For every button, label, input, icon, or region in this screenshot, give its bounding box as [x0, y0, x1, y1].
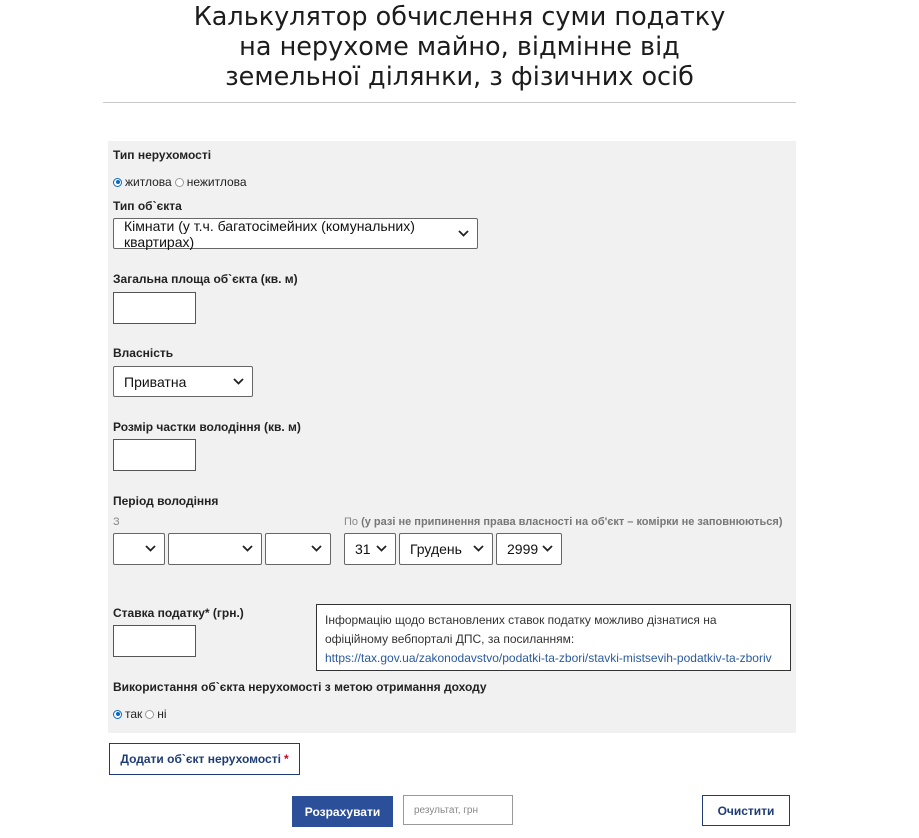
income-use-radio-group [113, 707, 170, 721]
radio-yes-control[interactable] [113, 710, 122, 719]
radio-no[interactable]: ні [145, 707, 166, 721]
property-type-label: Тип нерухомості [113, 148, 212, 162]
add-object-button[interactable]: Додати об`єкт нерухомості * [109, 743, 300, 775]
object-type-label: Тип об`єкта [113, 199, 182, 213]
from-month-select[interactable] [168, 533, 262, 565]
radio-no-control[interactable] [145, 710, 154, 719]
radio-yes[interactable]: так [113, 707, 142, 721]
tax-rate-label: Ставка податку* (грн.) [113, 606, 244, 620]
total-area-label: Загальна площа об`єкта (кв. м) [113, 272, 298, 286]
property-type-radio-group [113, 175, 250, 189]
period-from-label: З [113, 516, 120, 528]
radio-residential[interactable]: житлова [113, 175, 172, 189]
to-year-select[interactable]: 2999 [496, 533, 562, 565]
chevron-down-icon [542, 545, 553, 552]
chevron-down-icon [376, 545, 387, 552]
tax-rate-info-box: Інформацію щодо встановлених ставок податку можливо дізнатися на офіційному вебпорталі ДПС, за посиланням: https://tax.gov.ua/zakonodavstvo/podatki-ta-zbori/stavki-mistsevih-podatkiv-ta-zboriv [316, 604, 791, 671]
calculate-button[interactable]: Розрахувати [292, 796, 393, 827]
chevron-down-icon [145, 545, 156, 552]
chevron-down-icon [233, 378, 244, 385]
to-month-select[interactable]: Грудень [399, 533, 493, 565]
share-size-input[interactable] [113, 439, 196, 471]
from-day-select[interactable] [113, 533, 165, 565]
object-type-select[interactable]: Кімнати (у т.ч. багатосімейних (комунальних) квартирах) [113, 218, 478, 249]
clear-button[interactable]: Очистити [702, 795, 790, 826]
from-year-select[interactable] [265, 533, 331, 565]
ownership-label: Власність [113, 346, 174, 360]
income-use-label: Використання об`єкта нерухомості з метою отримання доходу [113, 680, 487, 694]
title-divider [103, 102, 796, 103]
total-area-input[interactable] [113, 292, 196, 324]
share-size-label: Розмір частки володіння (кв. м) [113, 420, 301, 434]
radio-nonresidential-control[interactable] [175, 178, 184, 187]
period-label: Період володіння [113, 494, 219, 508]
period-to-label: По (у разі не припинення права власності на об'єкт – комірки не заповнюються) [344, 516, 783, 528]
radio-residential-control[interactable] [113, 178, 122, 187]
tax-rates-link[interactable]: https://tax.gov.ua/zakonodavstvo/podatki-ta-zbori/stavki-mistsevih-podatkiv-ta-zboriv [325, 651, 772, 665]
chevron-down-icon [458, 230, 469, 237]
chevron-down-icon [242, 545, 253, 552]
chevron-down-icon [311, 545, 322, 552]
page-title: Калькулятор обчислення суми податку на нерухоме майно, відмінне від земельної ділянки, з фізичних осіб [193, 2, 726, 92]
chevron-down-icon [473, 545, 484, 552]
result-field[interactable]: результат, грн [403, 795, 513, 825]
ownership-select[interactable]: Приватна [113, 366, 253, 397]
radio-nonresidential[interactable]: нежитлова [175, 175, 247, 189]
tax-rate-input[interactable] [113, 625, 196, 657]
to-day-select[interactable]: 31 [344, 533, 396, 565]
